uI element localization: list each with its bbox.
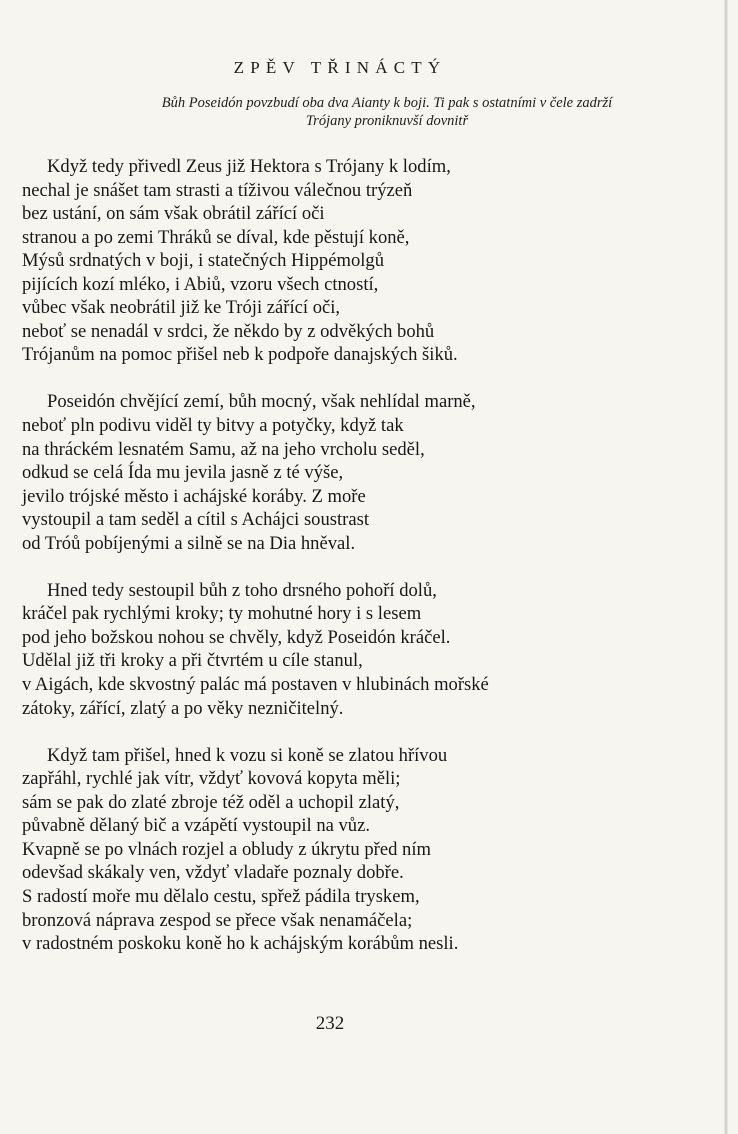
verse-line: Když tam přišel, hned k vozu si koně se zlatou hřívou (47, 744, 448, 766)
verse-line: Trójanům na pomoc přišel neb k podpoře danajských šiků. (22, 344, 458, 366)
verse-line: neboť pln podivu viděl ty bitvy a potyčky, když tak (22, 415, 404, 437)
verse-line: v radostném poskoku koně ho k achájským korábům nesli. (22, 933, 459, 955)
verse-line: pod jeho božskou nohou se chvěly, když Poseidón kráčel. (22, 626, 451, 648)
verse-line: Když tedy přivedl Zeus již Hektora s Trójany k lodím, (47, 156, 451, 177)
verse-line: pijících kozí mléko, i Abiů, vzoru všech ctností, (22, 273, 379, 295)
verse-line: bez ustání, on sám však obrátil zářící oči (22, 203, 325, 225)
verse-line: Hned tedy sestoupil bůh z toho drsného pohoří dolů, (47, 579, 437, 601)
summary-line: Trójany proniknuvší dovnitř (305, 113, 469, 129)
verse-line: sám se pak do zlaté zbroje též oděl a uchopil zlatý, (22, 791, 400, 813)
verse-line: Poseidón chvějící zemí, bůh mocný, však nehlídal marně, (47, 391, 476, 413)
verse-line: Udělal již tři kroky a při čtvrtém u cíle stanul, (22, 650, 363, 672)
verse-line: na thráckém lesnatém Samu, až na jeho vrcholu seděl, (22, 438, 425, 460)
stanza-gap (22, 555, 722, 579)
verse-line: jevilo trójské město i achájské koráby. Z moře (22, 485, 366, 507)
stanza-gap (22, 720, 722, 744)
verse-line: odevšad skákaly ven, vždyť vladaře poznaly dobře. (22, 862, 404, 884)
verse-line: Kvapně se po vlnách rozjel a obludy z úkrytu před ním (22, 838, 431, 860)
verse-line: nechal je snášet tam strasti a tíživou válečnou trýzeň (22, 179, 413, 201)
verse-line: odkud se celá Ída mu jevila jasně z té výše, (22, 462, 344, 484)
verse-line: Mýsů srdnatých v boji, i statečných Hippémolgů (22, 250, 385, 272)
stanza-gap (22, 367, 722, 391)
verse-line: zátoky, zářící, zlatý a po věky nezničitelný. (22, 697, 344, 719)
verse-line: vystoupil a tam seděl a cítil s Achájci soustrast (22, 509, 370, 531)
verse-line: zapřáhl, rychlé jak vítr, vždyť kovová kopyta měli; (22, 768, 401, 790)
verse-line: od Tróů pobíjenými a silně se na Dia hněval. (22, 532, 356, 554)
verse-line: S radostí moře mu dělalo cestu, spřež pádila tryskem, (22, 885, 420, 907)
verse-line: vůbec však neobrátil již ke Tróji zářící oči, (22, 297, 341, 319)
page-edge (724, 0, 728, 1134)
summary-line: Bůh Poseidón povzbudí oba dva Aianty k boji. Ti pak s ostatními v čele zadrží (161, 95, 613, 111)
chapter-summary (90, 94, 684, 130)
page-number: 232 (315, 1013, 345, 1034)
verse-line: kráčel pak rychlými kroky; ty mohutné hory i s lesem (22, 603, 422, 625)
verse-line: stranou a po zemi Thráků se díval, kde pěstují koně, (22, 226, 410, 248)
verse-line: půvabně dělaný bič a vzápětí vystoupil na vůz. (22, 815, 371, 837)
verse-line: bronzová náprava zespod se přece však nenamáčela; (22, 909, 413, 931)
chapter-heading: ZPĚV TŘINÁCTÝ (233, 58, 447, 77)
stanza (22, 579, 722, 720)
stanza (22, 155, 722, 367)
verse-line: v Aigách, kde skvostný palác má postaven v hlubinách mořské (22, 674, 489, 696)
stanza (22, 744, 722, 956)
verse-text (22, 155, 722, 956)
verse-line: neboť se nenadál v srdci, že někdo by z odvěkých bohů (22, 320, 435, 342)
stanza (22, 390, 722, 555)
